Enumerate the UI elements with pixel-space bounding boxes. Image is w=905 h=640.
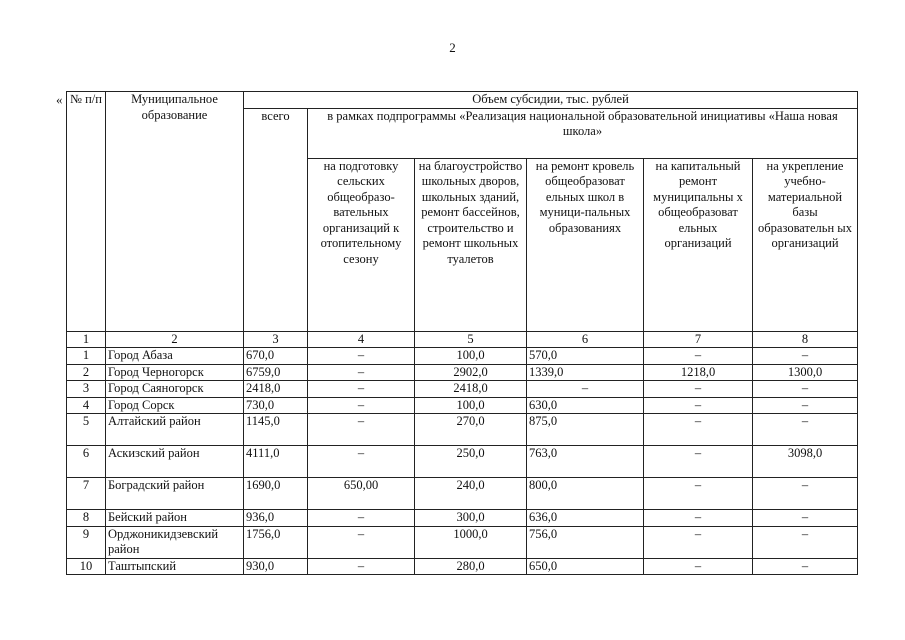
row-number: 3	[67, 381, 106, 398]
municipality-name: Алтайский район	[106, 414, 244, 446]
row-number: 10	[67, 558, 106, 575]
municipality-name: Город Абаза	[106, 348, 244, 365]
row-number: 2	[67, 364, 106, 381]
municipality-name: Город Черногорск	[106, 364, 244, 381]
heating-value: –	[308, 348, 415, 365]
header-roof-repair: на ремонт кровель общеобразоват ельных школ в муници-пальных образованиях	[527, 158, 644, 331]
heating-value: –	[308, 446, 415, 478]
material-value: –	[753, 510, 858, 527]
municipality-name: Бейский район	[106, 510, 244, 527]
heating-value: –	[308, 381, 415, 398]
material-value: –	[753, 526, 858, 558]
header-material-base: на укрепление учебно-материальной базы образовательн ых организаций	[753, 158, 858, 331]
heating-value: 650,00	[308, 478, 415, 510]
material-value: –	[753, 381, 858, 398]
roof-value: 630,0	[527, 397, 644, 414]
municipality-name: Боградский район	[106, 478, 244, 510]
header-municipality: Муниципальное образование	[106, 92, 244, 332]
subsidy-table	[66, 91, 858, 575]
table-row	[67, 478, 858, 510]
table-row	[67, 526, 858, 558]
row-number: 8	[67, 510, 106, 527]
capital-value: –	[644, 397, 753, 414]
capital-value: –	[644, 478, 753, 510]
yards-value: 300,0	[415, 510, 527, 527]
column-number: 5	[415, 331, 527, 348]
header-capital-repair: на капитальный ремонт муниципальны х общеобразоват ельных организаций	[644, 158, 753, 331]
yards-value: 1000,0	[415, 526, 527, 558]
roof-value: 756,0	[527, 526, 644, 558]
heating-value: –	[308, 364, 415, 381]
yards-value: 250,0	[415, 446, 527, 478]
total-value: 930,0	[244, 558, 308, 575]
total-value: 936,0	[244, 510, 308, 527]
capital-value: 1218,0	[644, 364, 753, 381]
total-value: 730,0	[244, 397, 308, 414]
table-row	[67, 381, 858, 398]
total-value: 1145,0	[244, 414, 308, 446]
column-number: 6	[527, 331, 644, 348]
yards-value: 100,0	[415, 348, 527, 365]
column-number: 2	[106, 331, 244, 348]
header-number: № п/п	[67, 92, 106, 332]
capital-value: –	[644, 446, 753, 478]
municipality-name: Аскизский район	[106, 446, 244, 478]
table-row	[67, 348, 858, 365]
capital-value: –	[644, 348, 753, 365]
total-value: 2418,0	[244, 381, 308, 398]
total-value: 4111,0	[244, 446, 308, 478]
total-value: 6759,0	[244, 364, 308, 381]
row-number: 6	[67, 446, 106, 478]
header-subsidy-title: Объем субсидии, тыс. рублей	[244, 92, 858, 109]
header-total: всего	[244, 108, 308, 331]
total-value: 1690,0	[244, 478, 308, 510]
material-value: –	[753, 478, 858, 510]
roof-value: 650,0	[527, 558, 644, 575]
row-number: 9	[67, 526, 106, 558]
total-value: 1756,0	[244, 526, 308, 558]
municipality-name: Город Саяногорск	[106, 381, 244, 398]
roof-value: –	[527, 381, 644, 398]
header-subprogram: в рамках подпрограммы «Реализация национальной образовательной инициативы «Наша новая школа»	[308, 108, 858, 158]
table-row	[67, 446, 858, 478]
table-row	[67, 397, 858, 414]
roof-value: 875,0	[527, 414, 644, 446]
header-heating-season: на подготовку сельских общеобразо-вательных организаций к отопительному сезону	[308, 158, 415, 331]
page-number: 2	[449, 40, 456, 55]
heating-value: –	[308, 526, 415, 558]
yards-value: 2418,0	[415, 381, 527, 398]
table-row	[67, 364, 858, 381]
material-value: 1300,0	[753, 364, 858, 381]
yards-value: 2902,0	[415, 364, 527, 381]
roof-value: 1339,0	[527, 364, 644, 381]
yards-value: 280,0	[415, 558, 527, 575]
capital-value: –	[644, 558, 753, 575]
material-value: –	[753, 397, 858, 414]
table-row	[67, 414, 858, 446]
material-value: –	[753, 558, 858, 575]
capital-value: –	[644, 526, 753, 558]
row-number: 4	[67, 397, 106, 414]
roof-value: 636,0	[527, 510, 644, 527]
column-number: 8	[753, 331, 858, 348]
roof-value: 570,0	[527, 348, 644, 365]
material-value: –	[753, 414, 858, 446]
yards-value: 240,0	[415, 478, 527, 510]
municipality-name: Орджоникидзевский район	[106, 526, 244, 558]
yards-value: 100,0	[415, 397, 527, 414]
roof-value: 800,0	[527, 478, 644, 510]
material-value: 3098,0	[753, 446, 858, 478]
header-school-yards: на благоустройство школьных дворов, школьных зданий, ремонт бассейнов, строительство и ремонт школьных туалетов	[415, 158, 527, 331]
heating-value: –	[308, 397, 415, 414]
heating-value: –	[308, 414, 415, 446]
heating-value: –	[308, 558, 415, 575]
capital-value: –	[644, 414, 753, 446]
column-number: 3	[244, 331, 308, 348]
heating-value: –	[308, 510, 415, 527]
municipality-name: Город Сорск	[106, 397, 244, 414]
row-number: 7	[67, 478, 106, 510]
row-number: 1	[67, 348, 106, 365]
column-number-row	[67, 331, 858, 348]
capital-value: –	[644, 510, 753, 527]
total-value: 670,0	[244, 348, 308, 365]
column-number: 1	[67, 331, 106, 348]
table-row	[67, 510, 858, 527]
yards-value: 270,0	[415, 414, 527, 446]
table-row	[67, 558, 858, 575]
column-number: 4	[308, 331, 415, 348]
roof-value: 763,0	[527, 446, 644, 478]
opening-quote-mark: «	[56, 92, 63, 107]
row-number: 5	[67, 414, 106, 446]
capital-value: –	[644, 381, 753, 398]
material-value: –	[753, 348, 858, 365]
column-number: 7	[644, 331, 753, 348]
municipality-name: Таштыпский	[106, 558, 244, 575]
